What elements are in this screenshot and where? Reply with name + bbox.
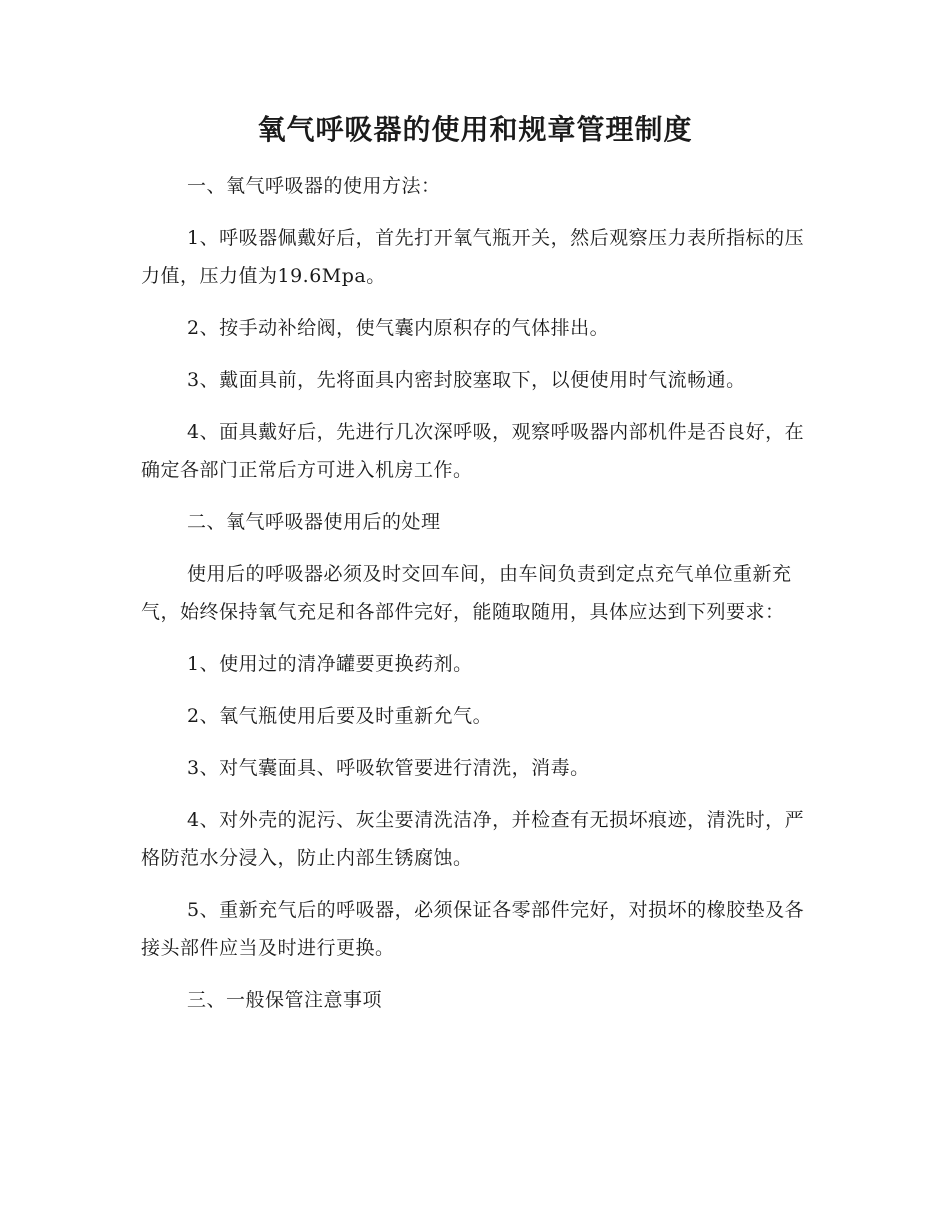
paragraph-after-use-step-2: 2、氧气瓶使用后要及时重新允气。	[187, 705, 493, 727]
paragraph-usage-step-2: 2、按手动补给阀，使气囊内原积存的气体排出。	[187, 317, 610, 339]
section-heading-usage: 一、氧气呼吸器的使用方法：	[187, 175, 441, 197]
paragraph-usage-step-4: 4、面具戴好后，先进行几次深呼吸，观察呼吸器内部机件是否良好，在确定各部门正常后方可进入机房工作。	[141, 421, 805, 481]
section-heading-after-use: 二、氧气呼吸器使用后的处理	[187, 511, 441, 533]
paragraph-after-use-step-1: 1、使用过的清净罐要更换药剂。	[187, 653, 473, 675]
paragraph-after-use-step-3: 3、对气囊面具、呼吸软管要进行清洗，消毒。	[187, 757, 590, 779]
document-title: 氧气呼吸器的使用和规章管理制度	[257, 113, 693, 146]
paragraph-usage-step-1: 1、呼吸器佩戴好后，首先打开氧气瓶开关，然后观察压力表所指标的压力值，压力值为19.6Mpa。	[141, 227, 805, 287]
paragraph-after-use-intro: 使用后的呼吸器必须及时交回车间，由车间负责到定点充气单位重新充气，始终保持氧气充足和各部件完好，能随取随用，具体应达到下列要求：	[141, 563, 792, 623]
paragraph-after-use-step-5: 5、重新充气后的呼吸器，必须保证各零部件完好，对损坏的橡胶垫及各接头部件应当及时进行更换。	[141, 899, 805, 959]
document-body	[141, 167, 809, 1033]
paragraph-after-use-step-4: 4、对外壳的泥污、灰尘要清洗洁净，并检查有无损坏痕迹，清洗时，严格防范水分浸入，防止内部生锈腐蚀。	[141, 809, 805, 869]
paragraph-usage-step-3: 3、戴面具前，先将面具内密封胶塞取下，以便使用时气流畅通。	[187, 369, 746, 391]
section-heading-storage: 三、一般保管注意事项	[187, 989, 383, 1011]
